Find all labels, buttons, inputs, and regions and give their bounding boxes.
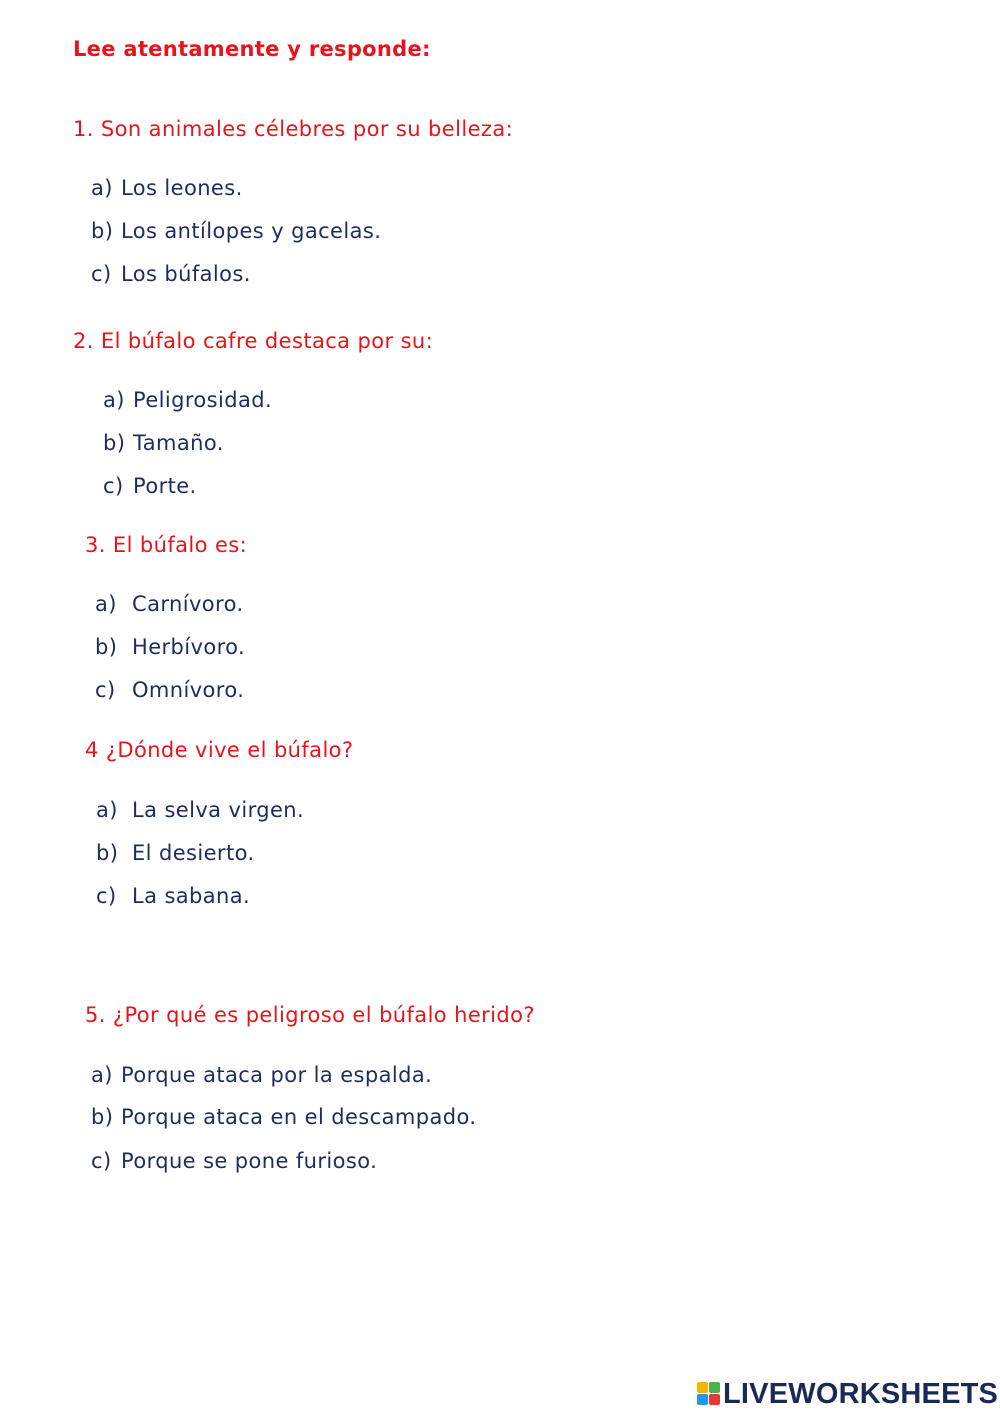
page-title: Lee atentamente y responde: bbox=[73, 37, 431, 61]
option-text: Herbívoro. bbox=[132, 635, 246, 659]
option-text: Los leones. bbox=[121, 176, 243, 200]
option-label: b) bbox=[96, 841, 119, 865]
option-text: Los búfalos. bbox=[121, 262, 251, 286]
option-label: a) bbox=[103, 388, 125, 412]
option-label: b) bbox=[91, 219, 114, 243]
question-1-option-a[interactable] bbox=[91, 176, 243, 200]
question-1-option-c[interactable] bbox=[91, 262, 251, 286]
option-text: Porque ataca por la espalda. bbox=[121, 1063, 433, 1087]
question-4-option-b[interactable] bbox=[96, 841, 255, 865]
option-text: Peligrosidad. bbox=[133, 388, 273, 412]
option-label: c) bbox=[103, 474, 124, 498]
question-3-option-c[interactable] bbox=[95, 678, 244, 702]
option-text: El desierto. bbox=[132, 841, 255, 865]
question-1: 1. Son animales célebres por su belleza: bbox=[73, 117, 514, 141]
question-3: 3. El búfalo es: bbox=[85, 533, 248, 557]
question-2: 2. El búfalo cafre destaca por su: bbox=[73, 329, 434, 353]
option-text: Carnívoro. bbox=[132, 592, 244, 616]
question-4-option-a[interactable] bbox=[96, 798, 304, 822]
question-5: 5. ¿Por qué es peligroso el búfalo herido? bbox=[85, 1003, 535, 1027]
option-label: a) bbox=[96, 798, 118, 822]
option-label: b) bbox=[95, 635, 118, 659]
question-3-option-b[interactable] bbox=[95, 635, 245, 659]
option-label: c) bbox=[91, 262, 112, 286]
option-label: a) bbox=[95, 592, 117, 616]
option-text: Omnívoro. bbox=[132, 678, 245, 702]
question-5-option-b[interactable] bbox=[91, 1105, 476, 1129]
option-label: a) bbox=[91, 1063, 113, 1087]
option-text: Porque ataca en el descampado. bbox=[121, 1105, 477, 1129]
liveworksheets-logo-icon bbox=[697, 1382, 721, 1406]
option-text: Tamaño. bbox=[133, 431, 224, 455]
question-5-option-c[interactable] bbox=[91, 1149, 377, 1173]
option-text: Porque se pone furioso. bbox=[121, 1149, 378, 1173]
question-2-option-a[interactable] bbox=[103, 388, 272, 412]
question-5-option-a[interactable] bbox=[91, 1063, 432, 1087]
question-2-option-c[interactable] bbox=[103, 474, 197, 498]
option-label: b) bbox=[103, 431, 126, 455]
liveworksheets-logo bbox=[697, 1378, 998, 1410]
option-label: a) bbox=[91, 176, 113, 200]
option-text: Los antílopes y gacelas. bbox=[121, 219, 382, 243]
question-3-option-a[interactable] bbox=[95, 592, 244, 616]
liveworksheets-logo-text: LIVEWORKSHEETS bbox=[723, 1377, 999, 1410]
option-label: c) bbox=[96, 884, 117, 908]
option-text: La selva virgen. bbox=[132, 798, 305, 822]
option-label: b) bbox=[91, 1105, 114, 1129]
option-text: La sabana. bbox=[132, 884, 251, 908]
question-4: 4 ¿Dónde vive el búfalo? bbox=[85, 738, 354, 762]
question-4-option-c[interactable] bbox=[96, 884, 250, 908]
option-label: c) bbox=[91, 1149, 112, 1173]
question-2-option-b[interactable] bbox=[103, 431, 224, 455]
option-label: c) bbox=[95, 678, 116, 702]
option-text: Porte. bbox=[133, 474, 197, 498]
question-1-option-b[interactable] bbox=[91, 219, 381, 243]
